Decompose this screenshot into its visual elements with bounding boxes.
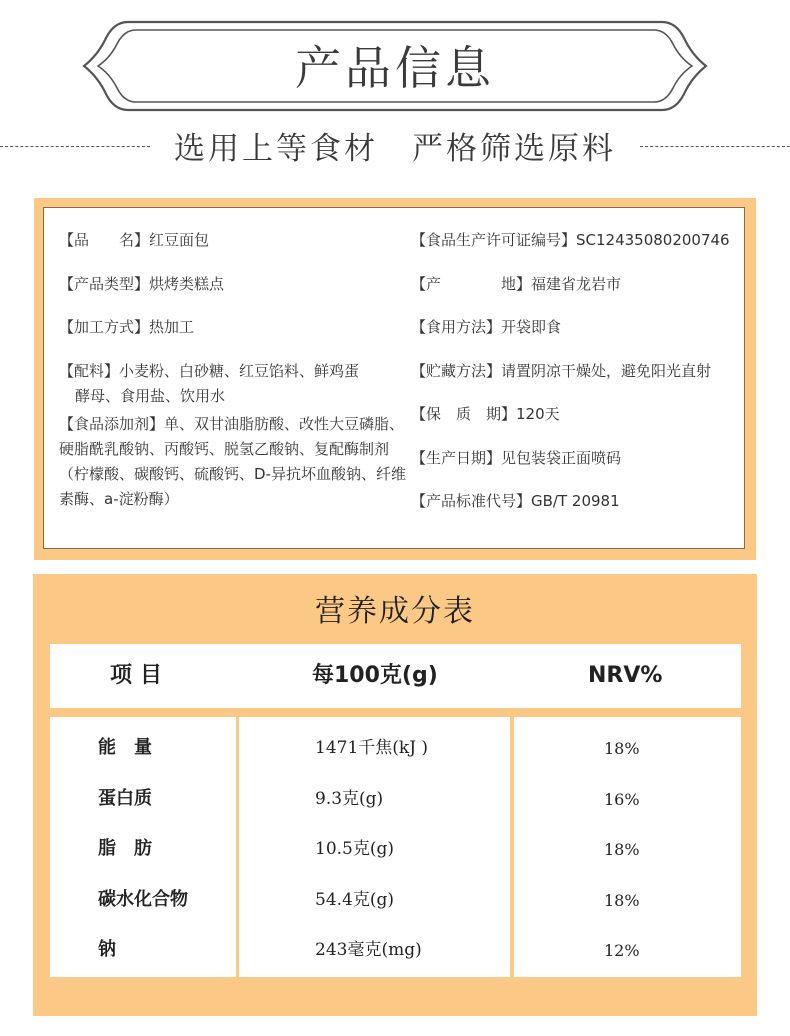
ingredients-line-1: 【配料】小麦粉、白砂糖、红豆馅料、鲜鸡蛋 — [59, 361, 360, 380]
page-title: 产品信息 — [295, 41, 495, 95]
row-carb-nrv: 18% — [604, 891, 640, 910]
row-carb-item: 碳水化合物 — [98, 889, 188, 910]
row-fat-per100: 10.5克(g) — [315, 839, 394, 859]
info-standard: 【产品标准代号】GB/T 20981 — [411, 492, 620, 510]
info-column-right — [411, 228, 751, 533]
row-protein-per100: 9.3克(g) — [315, 789, 384, 809]
row-energy-nrv: 18% — [604, 739, 640, 758]
info-type: 【产品类型】烘烤类糕点 — [59, 274, 225, 293]
nutrition-column-nrv — [514, 717, 741, 977]
info-name: 【品 名】红豆面包 — [59, 231, 210, 249]
title-banner — [0, 0, 790, 130]
row-protein-nrv: 16% — [604, 790, 640, 809]
row-protein-item: 蛋白质 — [98, 788, 152, 809]
nutrition-title: 营养成分表 — [315, 594, 475, 629]
header-per100: 每100克(g) — [312, 663, 438, 688]
info-production-date: 【生产日期】见包装袋正面喷码 — [411, 448, 622, 467]
nutrition-column-item — [50, 717, 236, 977]
header-nrv: NRV% — [588, 663, 663, 688]
row-fat-item: 脂 肪 — [98, 838, 152, 859]
product-info-box — [43, 207, 745, 549]
row-sodium-nrv: 12% — [604, 941, 640, 960]
info-storage: 【贮藏方法】请置阴凉干燥处，避免阳光直射 — [411, 361, 712, 380]
nutrition-section — [33, 574, 757, 1016]
row-carb-per100: 54.4克(g) — [315, 890, 394, 910]
dashed-line-right — [640, 146, 790, 147]
row-energy-item: 能 量 — [98, 737, 152, 758]
info-usage: 【食用方法】开袋即食 — [411, 318, 562, 336]
subtitle: 选用上等食材 严格筛选原料 — [174, 131, 616, 167]
header-item: 项目 — [110, 663, 171, 688]
info-license: 【食品生产许可证编号】SC12435080200746 — [411, 231, 730, 249]
row-sodium-per100: 243毫克(mg) — [315, 940, 422, 960]
ingredients-line-2: 酵母、食用盐、饮用水 — [75, 386, 226, 405]
info-column-left — [59, 228, 409, 512]
info-additives: 【食品添加剂】单、双甘油脂肪酸、改性大豆磷脂、硬脂酰乳酸钠、丙酸钙、脱氢乙酸钠、复配酶制剂（柠檬酸、碳酸钙、硫酸钙、D-异抗坏血酸钠、纤维素酶、a-淀粉酶） — [59, 414, 406, 508]
info-ingredients — [59, 359, 409, 409]
info-process: 【加工方式】热加工 — [59, 318, 195, 336]
info-origin: 【产 地】福建省龙岩市 — [411, 274, 622, 293]
nutrition-column-per100 — [239, 717, 510, 977]
info-shelf-life: 【保 质 期】120天 — [411, 405, 560, 423]
subtitle-bar — [0, 124, 790, 174]
row-energy-per100: 1471千焦(kJ ) — [315, 738, 429, 758]
product-info-section — [34, 198, 756, 560]
row-fat-nrv: 18% — [604, 840, 640, 859]
row-sodium-item: 钠 — [98, 939, 116, 960]
nutrition-header-row — [50, 644, 741, 708]
dashed-line-left — [0, 146, 150, 147]
